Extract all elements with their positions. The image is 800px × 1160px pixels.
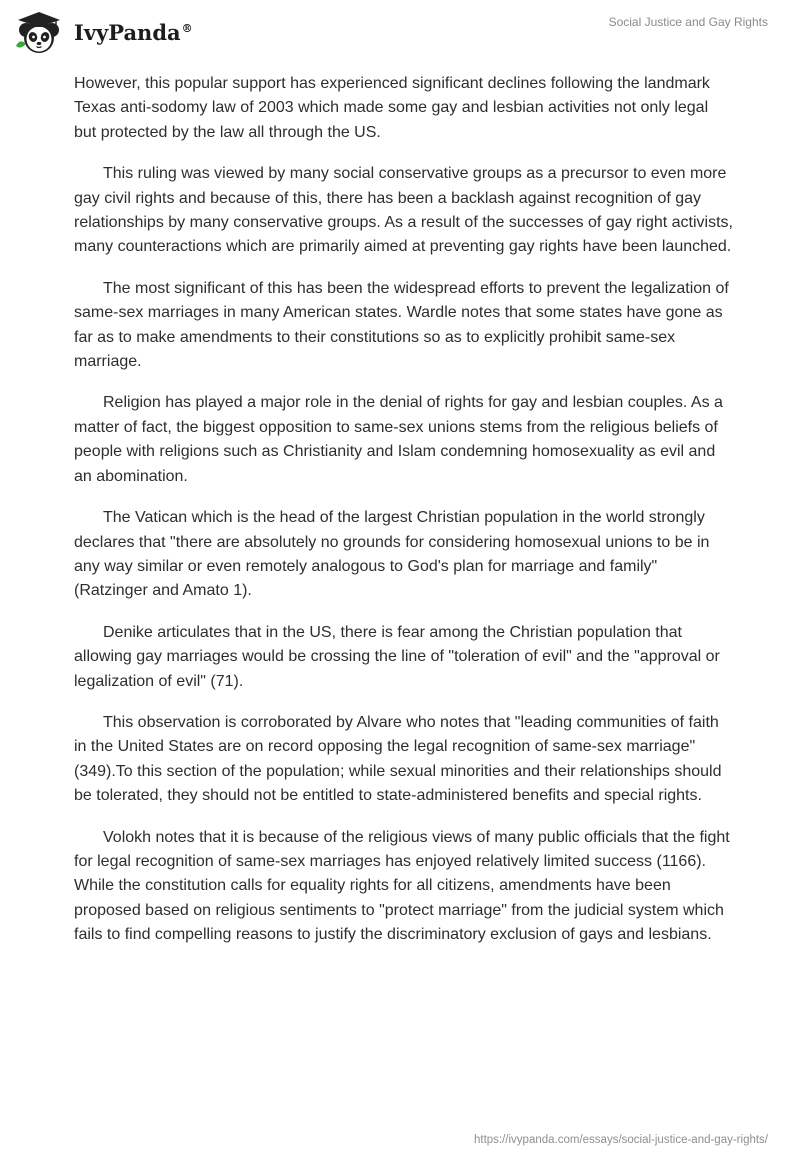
brand-name: IvyPanda® [74, 19, 193, 45]
paragraph: This observation is corroborated by Alvare who notes that "leading communities of faith in the United States are on record opposing the legal recognition of same-sex marriage" (349).To this section of the population; while sexual minorities and their relationships should be tolerated, they should not be entitled to state-administered benefits and special rights. [74, 713, 722, 805]
document-title: Social Justice and Gay Rights [608, 15, 768, 29]
brand-logo[interactable] [14, 10, 193, 54]
paragraph: This ruling was viewed by many social conservative groups as a precursor to even more gay civil rights and because of this, there has been a backlash against recognition of gay relationships by many conservative groups. As a result of the successes of gay right activists, many counteractions which are primarily aimed at preventing gay rights have been launched. [74, 165, 733, 256]
panda-graduation-cap-icon [14, 10, 64, 54]
paragraph: The Vatican which is the head of the largest Christian population in the world strongly declares that "there are absolutely no grounds for considering homosexual unions to be in any way similar or even remotely analogous to God's plan for marriage and family" (Ratzinger and Amato 1). [74, 509, 710, 600]
paragraph: The most significant of this has been the widespread efforts to prevent the legalization of same-sex marriages in many American states. Wardle notes that some states have gone as far as to make amendments to their constitutions so as to explicitly prohibit same-sex marriage. [74, 279, 729, 371]
paragraph: Religion has played a major role in the denial of rights for gay and lesbian couples. As a matter of fact, the biggest opposition to same-sex unions stems from the religious beliefs of people with religions such as Christianity and Islam condemning homosexuality as evil and an abomination. [74, 394, 723, 485]
page-header [0, 0, 800, 64]
essay-body [74, 72, 734, 965]
paragraph: However, this popular support has experienced significant declines following the landmark Texas anti-sodomy law of 2003 which made some gay and lesbian activities not only legal but protected by the law all through the US. [74, 75, 710, 141]
paragraph: Volokh notes that it is because of the religious views of many public officials that the fight for legal recognition of same-sex marriages has enjoyed relatively limited success (1166). While the constitution calls for equality rights for all citizens, amendments have been proposed based on religious sentiments to "protect marriage" from the judicial system which fails to find compelling reasons to justify the discriminatory exclusion of gays and lesbians. [74, 828, 730, 944]
paragraph: Denike articulates that in the US, there is fear among the Christian population that allowing gay marriages would be crossing the line of "toleration of evil" and the "approval or legalization of evil" (71). [74, 623, 720, 690]
source-url[interactable]: https://ivypanda.com/essays/social-justice-and-gay-rights/ [473, 1134, 768, 1146]
